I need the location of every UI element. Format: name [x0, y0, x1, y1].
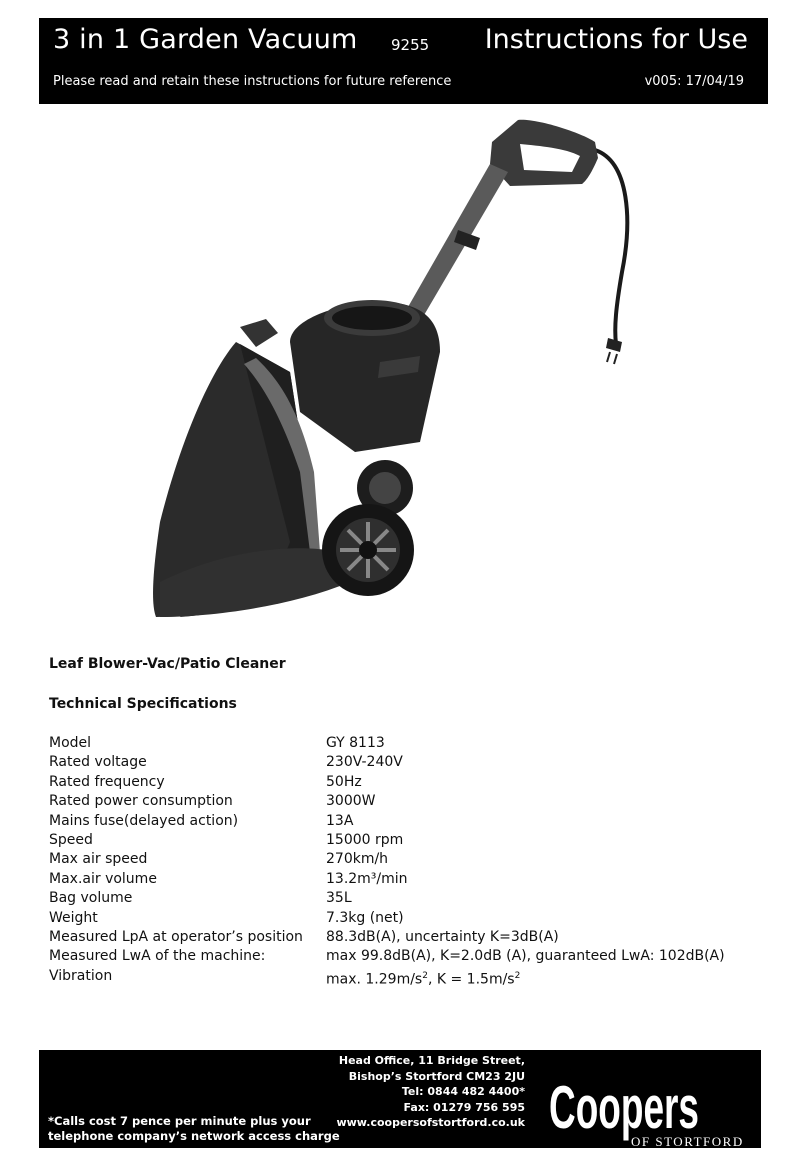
header-banner [39, 18, 768, 104]
version-label: v005: 17/04/19 [644, 74, 744, 89]
instructions-heading: Instructions for Use [484, 24, 748, 55]
spec-row [49, 850, 769, 869]
spec-label: Measured LpA at operator’s position [49, 928, 303, 945]
spec-value [326, 967, 520, 990]
spec-label: Speed [49, 831, 93, 848]
spec-row [49, 831, 769, 850]
spec-label: Model [49, 735, 92, 751]
garden-vacuum-image [140, 112, 660, 632]
logo-main-text: Coopers [549, 1074, 699, 1141]
spec-label: Measured LwA of the machine: [49, 948, 266, 965]
spec-row [49, 734, 769, 753]
product-type-heading: Leaf Blower-Vac/Patio Cleaner [49, 656, 286, 672]
spec-value: 13.2m³/min [326, 870, 408, 887]
address-line: Bishop’s Stortford CM23 2JU [348, 1069, 525, 1083]
spec-value: max 99.8dB(A), K=2.0dB (A), guaranteed LwA: 102dB(A) [326, 948, 725, 965]
spec-row [49, 870, 769, 889]
note-line: telephone company’s network access charge [48, 1129, 340, 1143]
spec-row [49, 909, 769, 928]
spec-value: 7.3kg (net) [326, 909, 404, 926]
spec-label: Vibration [49, 967, 113, 984]
spec-value: 3000W [326, 793, 376, 810]
spec-row [49, 947, 769, 966]
spec-label: Rated power consumption [49, 793, 233, 810]
document-title: 3 in 1 Garden Vacuum [53, 24, 358, 55]
spec-row [49, 812, 769, 831]
fax: Fax: 01279 756 595 [403, 1100, 525, 1114]
spec-row [49, 889, 769, 908]
retain-notice: Please read and retain these instructions for future reference [53, 74, 452, 89]
spec-row [49, 792, 769, 811]
spec-value: 230V-240V [326, 754, 403, 771]
spec-label: Rated frequency [49, 773, 165, 790]
product-code: 9255 [391, 36, 430, 54]
telephone: Tel: 0844 482 4400* [401, 1085, 525, 1098]
spec-label: Rated voltage [49, 754, 147, 771]
spec-value: 15000 rpm [326, 831, 404, 848]
tech-specs-heading: Technical Specifications [49, 696, 237, 712]
footer-banner [39, 1050, 761, 1148]
spec-label: Weight [49, 909, 98, 926]
website: www.coopersofstortford.co.uk [336, 1116, 525, 1129]
spec-label: Max air speed [49, 851, 148, 868]
spec-label: Bag volume [49, 890, 133, 907]
superscript: 2 [422, 970, 428, 981]
spec-row [49, 753, 769, 772]
spec-row-vibration [49, 967, 769, 986]
coopers-logo [545, 1060, 761, 1148]
spec-value: 13A [326, 812, 354, 829]
spec-value: 35L [326, 890, 352, 907]
uncertainty-value: , K = 1.5m/s [427, 971, 515, 988]
spec-row [49, 773, 769, 792]
spec-label: Mains fuse(delayed action) [49, 812, 239, 829]
call-charge-note [48, 1114, 340, 1144]
spec-label: Max.air volume [49, 870, 157, 887]
spec-value: 50Hz [326, 773, 362, 790]
spec-value: GY 8113 [326, 735, 385, 751]
spec-value: 88.3dB(A), uncertainty K=3dB(A) [326, 928, 559, 945]
spec-value: 270km/h [326, 851, 389, 868]
contact-block [336, 1053, 525, 1131]
vibration-value: max. 1.29m/s [326, 971, 423, 988]
logo-sub-text: OF STORTFORD [631, 1134, 744, 1148]
note-line: *Calls cost 7 pence per minute plus your [48, 1114, 311, 1128]
address-line: Head Office, 11 Bridge Street, [338, 1054, 525, 1067]
spec-table [49, 734, 769, 986]
superscript: 2 [514, 970, 521, 981]
spec-row [49, 928, 769, 947]
